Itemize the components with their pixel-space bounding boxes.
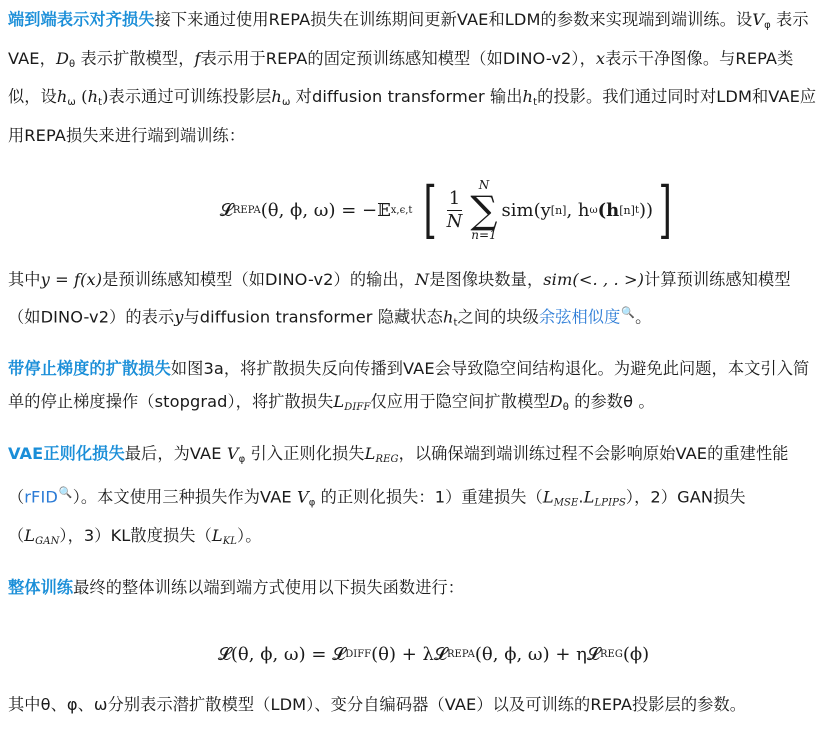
cosine-similarity-link[interactable]: 余弦相似度 [538, 306, 621, 326]
summation: N ∑ n=1 [470, 178, 498, 242]
section-heading-overall: 整体训练 [8, 578, 74, 598]
fraction: $\frac{1}{N}$ [446, 187, 463, 232]
equation-overall-loss: 𝓛(θ, ϕ, ω) = 𝓛 DIFF (θ) + λ𝓛 REPA (θ, ϕ, ω) + η𝓛 REG (ϕ) [217, 644, 650, 666]
equation-repa-loss: 𝓛 REPA (θ, ϕ, ω) = −𝔼 x,ϵ,t [ $\frac{1}{N}$ N ∑ n=1 sim(y [n] , h ω (h [n] t )) ] [219, 173, 672, 246]
rfid-link[interactable]: rFID [24, 487, 58, 507]
right-bracket: ] [658, 173, 672, 246]
section-heading-vae-reg: VAE正则化损失 [8, 444, 125, 464]
paragraph-overall: 整体训练最终的整体训练以端到端方式使用以下损失函数进行： [8, 578, 465, 598]
paragraph-params: 其中θ、φ、ω分别表示潜扩散模型（LDM）、变分自编码器（VAE）以及可训练的REPA投影层的参数。 [8, 694, 747, 714]
paragraph-stopgrad: 带停止梯度的扩散损失如图3a，将扩散损失反向传播到VAE会导致隐空间结构退化。为避免此问题，本文引入简单的停止梯度操作（stopgrad），将扩散损失$L_{DIFF}$仅应用于隐空间扩散模型$D_\theta$ 的参数θ 。 [8, 359, 810, 413]
left-bracket: [ [423, 173, 438, 246]
section-heading-end-to-end: 端到端表示对齐损失 [8, 10, 155, 29]
search-icon[interactable]: 🔍 [621, 305, 636, 319]
section-heading-stopgrad: 带停止梯度的扩散损失 [8, 359, 171, 379]
paragraph-end-to-end: 端到端表示对齐损失接下来通过使用REPA损失在训练期间更新VAE和LDM的参数来实现端到端训练。设$V_\varphi$ 表示VAE，$D_\theta$ 表示扩散模型，f表示用于REPA的固定预训练感知模型（如DINO-v2），x表示干净图像。与REPA类似，设$h_\omega$ $(h_t)$表示通过可训练投影层$h_\omega$ 对diffusion transformer 输出$h_t$的投影。我们通过同时对LDM和VAE应用REPA损失来进行端到端训练： [8, 10, 817, 145]
paragraph-vae-reg: VAE正则化损失最后，为VAE $V_\varphi$ 引入正则化损失$L_{REG}$，以确保端到端训练过程不会影响原始VAE的重建性能（rFID🔍）。本文使用三种损失作为VAE $V_\varphi$ 的正则化损失：1）重建损失$(L_{MSE}.L_{LPIPS})$，2）GAN损失$(L_{GAN})$，3）KL散度损失$(L_{KL})$。 [8, 444, 789, 547]
search-icon[interactable]: 🔍 [58, 485, 73, 499]
paragraph-where: 其中y = f(x)是预训练感知模型（如DINO-v2）的输出，N是图像块数量，sim(<. , . >)计算预训练感知模型（如DINO-v2）的表示y与diffusion transformer 隐藏状态$h_t$之间的块级余弦相似度🔍。 [8, 270, 791, 328]
